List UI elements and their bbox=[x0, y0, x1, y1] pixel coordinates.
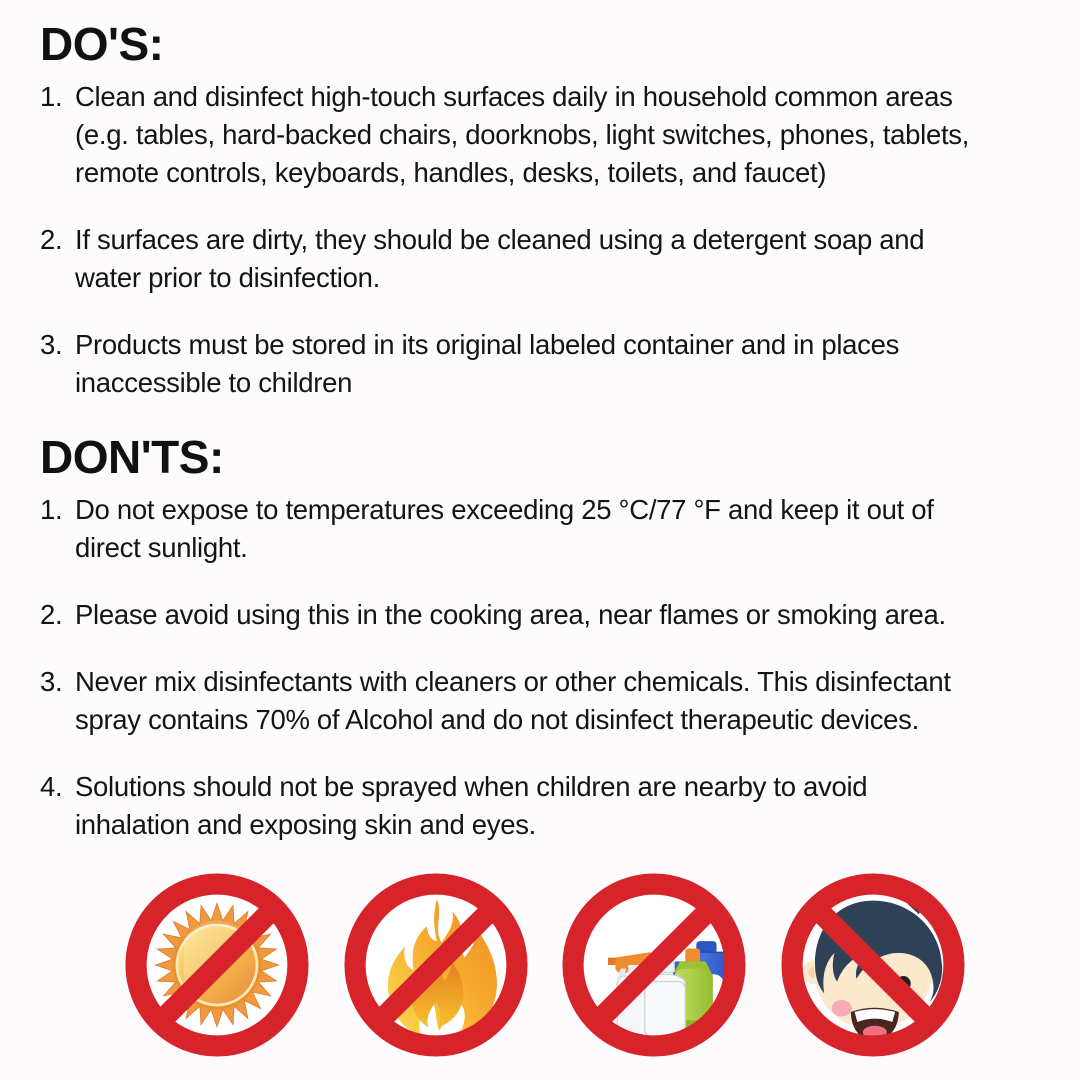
no-mixing-chemicals-icon bbox=[562, 873, 746, 1057]
item-line: inaccessible to children bbox=[75, 367, 353, 398]
cleaning-chemicals-icon bbox=[562, 873, 746, 1057]
list-item bbox=[40, 326, 1050, 402]
donts-heading: DON'TS: bbox=[40, 431, 224, 483]
donts-list bbox=[40, 491, 1050, 844]
no-open-flames-icon bbox=[344, 873, 528, 1057]
item-line: inhalation and exposing skin and eyes. bbox=[75, 809, 537, 840]
item-number: 3. bbox=[40, 329, 63, 360]
sun-icon bbox=[125, 873, 309, 1057]
item-line: direct sunlight. bbox=[75, 532, 248, 563]
item-line: Clean and disinfect high-touch surfaces daily in household common areas bbox=[75, 81, 953, 112]
list-item bbox=[40, 768, 1050, 844]
item-number: 4. bbox=[40, 771, 63, 802]
list-item bbox=[40, 596, 1050, 634]
item-line: Never mix disinfectants with cleaners or other chemicals. This disinfectant bbox=[75, 666, 951, 697]
item-line: Products must be stored in its original labeled container and in places bbox=[75, 329, 900, 360]
no-children-nearby-icon bbox=[781, 873, 965, 1057]
item-number: 2. bbox=[40, 224, 63, 255]
item-line: remote controls, keyboards, handles, desks, toilets, and faucet) bbox=[75, 157, 827, 188]
list-item bbox=[40, 663, 1050, 739]
item-line: spray contains 70% of Alcohol and do not disinfect therapeutic devices. bbox=[75, 704, 919, 735]
list-item bbox=[40, 221, 1050, 297]
item-number: 3. bbox=[40, 666, 63, 697]
item-line: water prior to disinfection. bbox=[75, 262, 380, 293]
item-number: 1. bbox=[40, 494, 63, 525]
dos-heading: DO'S: bbox=[40, 18, 164, 70]
no-direct-sunlight-icon bbox=[125, 873, 309, 1057]
child-face-icon bbox=[781, 873, 965, 1057]
item-line: Please avoid using this in the cooking area, near flames or smoking area. bbox=[75, 599, 946, 630]
fire-icon bbox=[344, 873, 528, 1057]
item-line: Solutions should not be sprayed when children are nearby to avoid bbox=[75, 771, 868, 802]
list-item bbox=[40, 78, 1050, 192]
item-number: 2. bbox=[40, 599, 63, 630]
dos-list bbox=[40, 78, 1050, 402]
item-line: (e.g. tables, hard-backed chairs, doorknobs, light switches, phones, tablets, bbox=[75, 119, 970, 150]
item-line: If surfaces are dirty, they should be cleaned using a detergent soap and bbox=[75, 224, 925, 255]
cheek bbox=[832, 1000, 852, 1017]
list-item bbox=[40, 491, 1050, 567]
prohibition-icons-row bbox=[40, 873, 1050, 1057]
item-number: 1. bbox=[40, 81, 63, 112]
item-line: Do not expose to temperatures exceeding 25 °C/77 °F and keep it out of bbox=[75, 494, 934, 525]
